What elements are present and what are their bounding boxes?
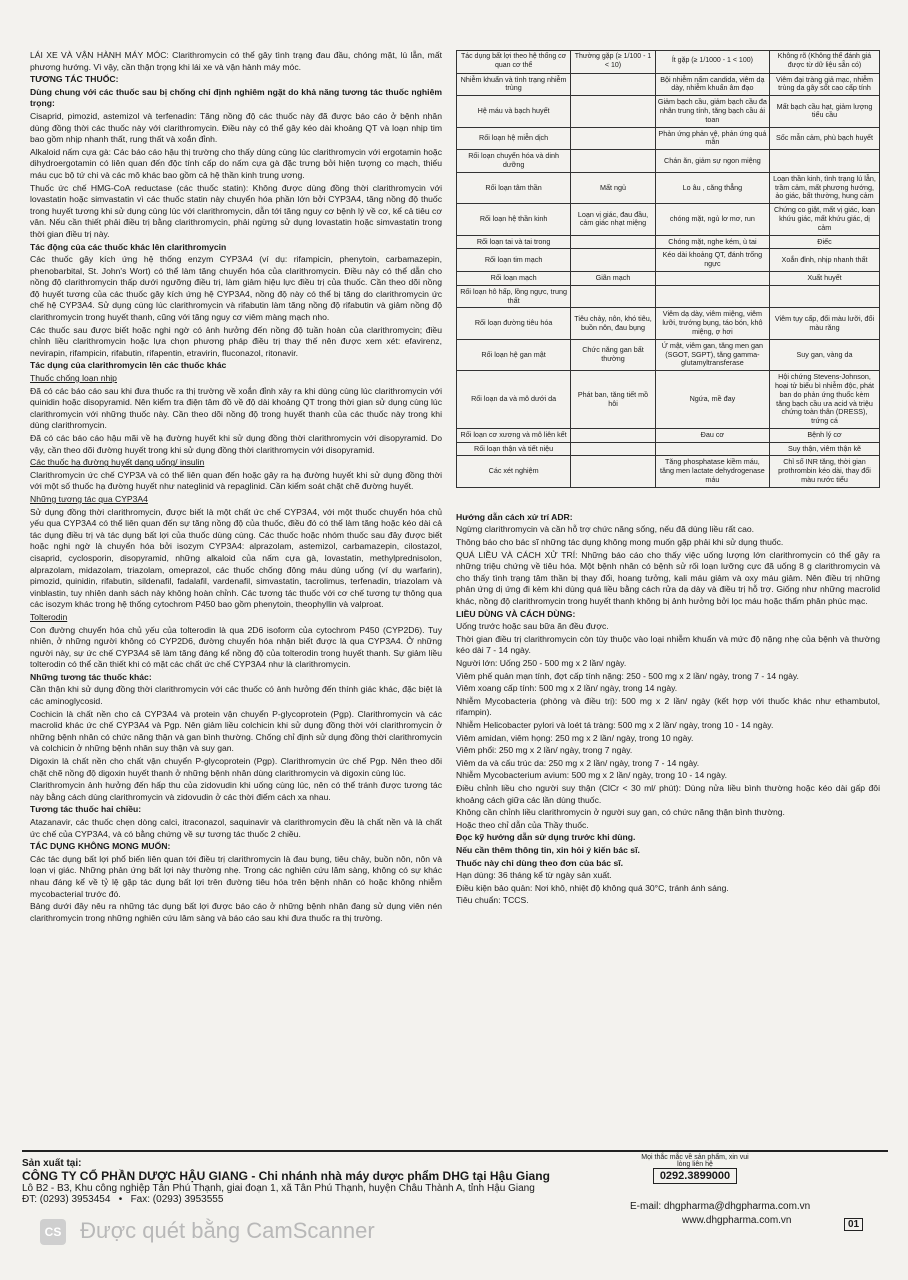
- organ-system-cell: Rối loạn hệ miễn dịch: [457, 127, 571, 150]
- table-row: [457, 172, 880, 203]
- table-cell: Tăng phosphatase kiềm máu, tăng men lactate dehydrogenase máu: [655, 456, 769, 487]
- paragraph: Những tương tác qua CYP3A4: [30, 493, 148, 504]
- table-cell: chóng mặt, ngủ lơ mơ, run: [655, 204, 769, 235]
- section-heading: Tương tác thuốc hai chiều:: [30, 804, 142, 815]
- table-cell: [571, 442, 656, 456]
- organ-system-cell: Rối loạn mạch: [457, 271, 571, 285]
- table-cell: Viêm đại tràng giả mạc, nhiễm trùng da gây sốt cao cấp tính: [770, 73, 880, 96]
- table-cell: [655, 271, 769, 285]
- table-cell: Giảm bạch cầu, giảm bạch cầu đa nhân trung tính, tăng bạch cầu ái toan: [655, 96, 769, 127]
- paragraph: Cisaprid, pimozid, astemizol và terfenadin: Tăng nồng độ các thuốc này đã được báo cáo ở bệnh nhân dùng đồng thời các thuốc này với clarithromycin. Điều này có thể gây kéo dài khoảng QT và loạn nhịp tim bao gồm nhịp nhanh thất, rung thất và xoắn đỉnh.: [30, 110, 442, 145]
- table-row: [457, 73, 880, 96]
- paragraph: Viêm phổi: 250 mg x 2 lần/ ngày, trong 7 ngày.: [456, 745, 633, 756]
- table-cell: Chức năng gan bất thường: [571, 339, 656, 370]
- table-cell: Viêm tụy cấp, đổi màu lưỡi, đổi màu răng: [770, 308, 880, 339]
- table-cell: Bội nhiễm nấm candida, viêm dạ dày, nhiễm khuẩn âm đạo: [655, 73, 769, 96]
- paragraph: Nhiễm Helicobacter pylori và loét tá tràng: 500 mg x 2 lần/ ngày, trong 10 - 14 ngày.: [456, 719, 774, 730]
- table-row: [457, 285, 880, 308]
- table-cell: Viêm dạ dày, viêm miệng, viêm lưỡi, trướng bụng, táo bón, khô miệng, ợ hơi: [655, 308, 769, 339]
- table-cell: [571, 96, 656, 127]
- paragraph: Cần thận khi sử dụng đồng thời clarithromycin với các thuốc có ảnh hưởng đến thính giác khác, đặc biệt là các aminoglycosid.: [30, 684, 442, 707]
- table-row: [457, 456, 880, 487]
- table-header-cell: Không rõ (Không thể đánh giá được từ dữ liệu sẵn có): [770, 51, 880, 74]
- table-cell: Xuất huyết: [770, 271, 880, 285]
- section-heading: Dùng chung với các thuốc sau bị chống chỉ định nghiêm ngặt do khả năng tương tác thuốc nghiêm trọng:: [30, 86, 442, 109]
- table-cell: Sốc mẫn cảm, phù bạch huyết: [770, 127, 880, 150]
- organ-system-cell: Nhiễm khuẩn và tình trạng nhiễm trùng: [457, 73, 571, 96]
- table-row: [457, 235, 880, 249]
- table-header-cell: Tác dụng bất lợi theo hệ thống cơ quan cơ thể: [457, 51, 571, 74]
- table-cell: [571, 285, 656, 308]
- table-cell: [571, 428, 656, 442]
- phone-fax: ĐT: (0293) 3953454 • Fax: (0293) 3953555: [22, 1194, 224, 1205]
- table-row: [457, 339, 880, 370]
- paragraph: Các thuốc gây kích ứng hệ thống enzym CYP3A4 (ví dụ: rifampicin, phenytoin, carbamazepin, phenobarbital, St. John's Wort) có thể làm tăng chuyển hóa của clarithromycin. Điều này có thể dẫn cho nồng độ clarithromycin thấp dưới ngưỡng điều trị, làm giảm hiệu lực điều trị của thuốc. Cần theo dõi nồng độ huyết tương của các thuốc gây kích ứng hệ CYP3A4, nồng độ này có thể bị tăng do clarithromycin ức chế hệ CYP3A4. Sử dụng cùng lúc clarithromycin và rifabutin làm tăng nồng độ rifabutin và giảm nồng độ clarithromycin trong huyết thanh, cũng với tăng nguy cơ viêm màng mạch nho.: [30, 254, 442, 323]
- organ-system-cell: Rối loạn chuyển hóa và dinh dưỡng: [457, 150, 571, 173]
- right-column: [456, 50, 880, 908]
- paragraph: Ngừng clarithromycin và cần hỗ trợ chức năng sống, nếu đã dùng liều rất cao.: [456, 524, 755, 535]
- table-cell: [571, 456, 656, 487]
- paragraph: Thuốc ức chế HMG-CoA reductase (các thuốc statin): Không được dùng đồng thời clarithromycin với lovastatin hoặc simvastatin vì các thuốc statin này chuyển hóa phần lớn bởi CYP3A4, tăng nồng độ thuốc trong huyết tương khi sử dụng cùng lúc với clarithromycin, dẫn tới tăng nguy cơ bệnh lý về cơ, kể cả tiêu cơ vân. Nếu cần thiết phải điều trị bằng clarithromycin, phải ngừng sử dụng lovastatin hoặc simvastatin trong thời gian điều trị này.: [30, 182, 442, 239]
- section-heading: LIỀU DÙNG VÀ CÁCH DÙNG:: [456, 608, 576, 619]
- paragraph: Không cần chỉnh liều clarithromycin ở người suy gan, có chức năng thận bình thường.: [456, 807, 785, 818]
- table-cell: Loạn vị giác, đau đầu, cảm giác nhạt miệng: [571, 204, 656, 235]
- table-row: [457, 96, 880, 127]
- table-row: [457, 127, 880, 150]
- table-cell: [571, 249, 656, 272]
- table-cell: [770, 285, 880, 308]
- section-heading: Những tương tác thuốc khác:: [30, 671, 152, 682]
- section-heading: Tác dụng của clarithromycin lên các thuốc khác: [30, 360, 227, 371]
- camscanner-watermark: [40, 1218, 375, 1245]
- paragraph: Nhiễm Mycobacteria (phòng và điều trị): 500 mg x 2 lần/ ngày (kết hợp với thuốc khác như ethambutol, rifampin).: [456, 695, 880, 718]
- section-heading: TÁC DỤNG KHÔNG MONG MUỐN:: [30, 841, 171, 852]
- paragraph: Uống trước hoặc sau bữa ăn đều được.: [456, 621, 609, 632]
- organ-system-cell: Rối loạn hệ gan mật: [457, 339, 571, 370]
- paragraph: Nhiễm Mycobacterium avium: 500 mg x 2 lần/ ngày, trong 10 - 14 ngày.: [456, 770, 727, 781]
- table-cell: Chán ăn, giảm sự ngon miệng: [655, 150, 769, 173]
- table-cell: Tiêu chảy, nôn, khó tiêu, buồn nôn, đau bụng: [571, 308, 656, 339]
- paragraph: Người lớn: Uống 250 - 500 mg x 2 lần/ ngày.: [456, 658, 627, 668]
- paragraph: Viêm xoang cấp tính: 500 mg x 2 lần/ ngày, trong 14 ngày.: [456, 683, 678, 694]
- organ-system-cell: Rối loạn tai và tai trong: [457, 235, 571, 249]
- organ-system-cell: Rối loạn hệ thần kinh: [457, 204, 571, 235]
- table-cell: Phát ban, tăng tiết mồ hôi: [571, 371, 656, 429]
- camscanner-logo-icon: CS: [40, 1219, 66, 1245]
- table-cell: Điếc: [770, 235, 880, 249]
- right-text: [456, 512, 880, 907]
- organ-system-cell: Rối loạn hô hấp, lồng ngực, trung thất: [457, 285, 571, 308]
- paragraph: Clarithromycin ức chế CYP3A và có thể liên quan đến hoặc gây ra hạ đường huyết khi sử dụng đồng thời với một số thuốc hạ đường huyết như nateglinid và repaglinid. Cần kiểm soát chặt chẽ đường huyết.: [30, 469, 442, 492]
- table-cell: Mất bạch cầu hạt, giảm lượng tiểu cầu: [770, 96, 880, 127]
- table-header-row: [457, 51, 880, 74]
- table-cell: [571, 235, 656, 249]
- table-cell: Ngứa, mề đay: [655, 371, 769, 429]
- website: www.dhgpharma.com.vn: [682, 1215, 792, 1226]
- table-row: [457, 271, 880, 285]
- table-cell: Đau cơ: [655, 428, 769, 442]
- paragraph: Đã có các báo cáo sau khi đưa thuốc ra thị trường về xoắn đỉnh xảy ra khi dùng cùng lúc clarithromycin với quinidin hoặc disopyramid. Nên kiểm tra điện tâm đồ về độ dài khoảng QT trong thời gian sử dụng cùng lúc clarithromycin với những thuốc này. Cần theo dõi nồng độ trong huyết thanh của các thuốc này trong khi dùng clarithromycin.: [30, 385, 442, 431]
- paragraph: Atazanavir, các thuốc chẹn dòng calci, itraconazol, saquinavir và clarithromycin đều là chất nền và là chất ức chế của CYP3A4, và có bằng chứng về sự tương tác thuốc 2 chiều.: [30, 817, 442, 839]
- section-heading: Tác động của các thuốc khác lên clarithromycin: [30, 241, 227, 252]
- table-cell: Xoắn đỉnh, nhịp nhanh thất: [770, 249, 880, 272]
- paragraph: Các tác dụng bất lợi phổ biến liên quan tới điều trị clarithromycin là đau bụng, tiêu chảy, buồn nôn, nôn và loạn vị giác. Những phản ứng bất lợi này thường nhẹ. Trong các nghiên cứu lâm sàng, không có sự khác nhau đáng kể về tỷ lệ gặp tác dụng bất lợi trên đường tiêu hóa trên bệnh nhân có hoặc không nhiễm mycobacterial trước đó.: [30, 853, 442, 899]
- company-name: CÔNG TY CỔ PHẦN DƯỢC HẬU GIANG - Chi nhánh nhà máy dược phẩm DHG tại Hậu Giang: [22, 1169, 550, 1183]
- contacts: [630, 1200, 810, 1228]
- organ-system-cell: Rối loạn cơ xương và mô liên kết: [457, 428, 571, 442]
- table-row: [457, 204, 880, 235]
- table-row: [457, 150, 880, 173]
- section-heading: TƯƠNG TÁC THUỐC:: [30, 74, 119, 85]
- table-cell: Hội chứng Stevens-Johnson, hoại tử biểu bì nhiễm độc, phát ban do phản ứng thuốc kèm tăng bạch cầu ưa acid và triệu chứng toàn thân (DRESS), trứng cá: [770, 371, 880, 429]
- email: E-mail: dhgpharma@dhgpharma.com.vn: [630, 1201, 811, 1212]
- table-cell: [571, 127, 656, 150]
- table-cell: [571, 150, 656, 173]
- organ-system-cell: Rối loạn da và mô dưới da: [457, 371, 571, 429]
- company-address: Lô B2 - B3, Khu công nghiệp Tân Phú Thạnh, giai đoạn 1, xã Tân Phú Thạnh, huyện Châu Thành A, tỉnh Hậu Giang: [22, 1183, 535, 1194]
- paragraph: Điều kiện bảo quản: Nơi khô, nhiệt độ không quá 30°C, tránh ánh sáng.: [456, 882, 729, 893]
- paragraph: Con đường chuyển hóa chủ yếu của tolterodin là qua 2D6 isoform của cytochrom P450 (CYP2D6). Tuy nhiên, ở những người không có CYP2D6, đường chuyển hóa nhận biết được là qua CYP3A4. Ở những người này, sự ức chế CYP3A4 sẽ làm tăng đáng kể nồng độ của tolterodin trong huyết thanh. Sự giảm liều tolterodin có thể cần thiết khi có mặt các chất ức chế CYP3A4 như là clarithromycin.: [30, 624, 442, 670]
- left-column: [30, 50, 442, 925]
- table-cell: [571, 73, 656, 96]
- section-heading: Thuốc này chỉ dùng theo đơn của bác sĩ.: [456, 857, 624, 868]
- table-cell: Chóng mặt, nghe kém, ù tai: [655, 235, 769, 249]
- table-cell: Mất ngủ: [571, 172, 656, 203]
- table-row: [457, 371, 880, 429]
- table-cell: Kéo dài khoảng QT, đánh trống ngực: [655, 249, 769, 272]
- paragraph: Alkaloid nấm cựa gà: Các báo cáo hậu thị trường cho thấy dùng cùng lúc clarithromycin với ergotamin hoặc dihydroergotamin có liên quan đến độc tính cấp do nấm cựa gà đặc trưng bởi hiện tượng co mạch, thiếu máu cục bộ tứ chi và các mô khác bao gồm cả hệ thần kinh trung ương.: [30, 146, 442, 180]
- paragraph: LÁI XE VÀ VẬN HÀNH MÁY MÓC: Clarithromycin có thể gây tình trạng đau đầu, chóng mặt, lú lẫn, mất phương hướng. Vì vậy, cần thận trọng khi lái xe và vận hành máy móc.: [30, 50, 442, 72]
- hotline-label: Mọi thắc mắc về sản phẩm, xin vui lòng liên hệ: [641, 1154, 749, 1168]
- paragraph: Cochicin là chất nền cho cả CYP3A4 và protein vận chuyển P-glycoprotein (Pgp). Clarithromycin và các macrolid khác ức chế CYP3A4 và Pgp. Nên giảm liều colchicin khi sử dụng đồng thời với clarithromycin ở những bệnh nhân có chức năng thận và gan bình thường. Chống chỉ định sử dụng đồng thời clarithromycin và colchicin ở những bệnh nhân suy thận và suy gan.: [30, 708, 442, 754]
- footer: [22, 1150, 888, 1205]
- organ-system-cell: Rối loạn tâm thần: [457, 172, 571, 203]
- table-cell: Suy gan, vàng da: [770, 339, 880, 370]
- paragraph: Thông báo cho bác sĩ những tác dụng không mong muốn gặp phải khi sử dụng thuốc.: [456, 537, 784, 548]
- organ-system-cell: Rối loạn thận và tiết niệu: [457, 442, 571, 456]
- paragraph: Viêm da và cấu trúc da: 250 mg x 2 lần/ ngày, trong 7 - 14 ngày.: [456, 757, 700, 768]
- hotline-box: [640, 1154, 750, 1184]
- fax: Fax: (0293) 3953555: [130, 1194, 224, 1205]
- organ-system-cell: Các xét nghiệm: [457, 456, 571, 487]
- table-cell: Giãn mạch: [571, 271, 656, 285]
- paragraph: Bảng dưới đây nêu ra những tác dụng bất lợi được báo cáo ở những bệnh nhân đang sử dụng viên nén clarithromycin trong những nghiên cứu lâm sàng và báo cáo sau khi đưa thuốc ra thị trường.: [30, 901, 442, 923]
- phone: ĐT: (0293) 3953454: [22, 1194, 111, 1205]
- made-label: Sản xuất tại:: [22, 1158, 82, 1169]
- table-cell: Chứng co giật, mất vị giác, loạn khứu giác, mất khứu giác, dị cảm: [770, 204, 880, 235]
- table-cell: [655, 442, 769, 456]
- organ-system-cell: Rối loạn đường tiêu hóa: [457, 308, 571, 339]
- paragraph: Viêm amidan, viêm họng: 250 mg x 2 lần/ ngày, trong 10 ngày.: [456, 732, 694, 743]
- paragraph: Tolterodin: [30, 611, 68, 622]
- paragraph: Các thuốc sau được biết hoặc nghi ngờ có ảnh hưởng đến nồng độ tuần hoàn của clarithromycin; điều chỉnh liều clarithromycin hoặc lựa chọn phương pháp điều trị thay thế nên được xem xét: efavirenz, nevirapin, rifampicin, rifabutin, rifapentin, etravirin, fluconazol, ritonavir.: [30, 324, 442, 358]
- table-cell: Suy thận, viêm thận kẽ: [770, 442, 880, 456]
- table-row: [457, 249, 880, 272]
- organ-system-cell: Rối loạn tim mạch: [457, 249, 571, 272]
- adverse-reactions-table: [456, 50, 880, 488]
- table-cell: Bệnh lý cơ: [770, 428, 880, 442]
- hotline-number: 0292.3899000: [653, 1168, 737, 1184]
- table-row: [457, 308, 880, 339]
- table-cell: Ứ mật, viêm gan, tăng men gan (SGOT, SGPT), tăng gamma-glutamyltransferase: [655, 339, 769, 370]
- table-cell: Loạn thần kinh, tình trạng lú lẫn, trầm cảm, mất phương hướng, ảo giác, bất thường, hung cảm: [770, 172, 880, 203]
- paragraph: Digoxin là chất nền cho chất vận chuyển P-glycoprotein (Pgp). Clarithromycin ức chế Pgp. Nên theo dõi chặt chẽ nồng độ digoxin huyết thanh ở những bệnh nhân dùng clarithromycin và digoxin cùng lúc.: [30, 756, 442, 778]
- table-cell: Chỉ số INR tăng, thời gian prothrombin kéo dài, thay đổi màu nước tiểu: [770, 456, 880, 487]
- section-heading: Hướng dẫn cách xử trí ADR:: [456, 511, 573, 522]
- paragraph: QUÁ LIỀU VÀ CÁCH XỬ TRÍ: Những báo cáo cho thấy việc uống lượng lớn clarithromycin có thể gây ra những triệu chứng về tiêu hóa. Một bệnh nhân có bệnh sử rối loạn lưỡng cực đã uống 8 g clarithromycin và cho thấy tình trạng tâm thần bị thay đổi, hoang tưởng, kali máu giảm và oxy máu giảm. Nên điều trị những phản ứng dị ứng đi kèm khi dùng quá liều bằng cách rửa dạ dày và điều trị hỗ trợ. Giống như những macrolid khác, nồng độ clarithromycin trong huyết thanh không bị ảnh hưởng bởi lọc máu hoặc thẩm phân phúc mạc.: [456, 549, 880, 607]
- paragraph: Tiêu chuẩn: TCCS.: [456, 895, 529, 906]
- section-heading: Đọc kỹ hướng dẫn sử dụng trước khi dùng.: [456, 832, 636, 843]
- paragraph: Viêm phế quản mạn tính, đợt cấp tính nặng: 250 - 500 mg x 2 lần/ ngày, trong 7 - 14 ngày.: [456, 670, 799, 681]
- paragraph: Điều chỉnh liều cho người suy thận (ClCr < 30 ml/ phút): Dùng nửa liều bình thường hoặc kéo dài gấp đôi khoảng cách giữa các lần dùng thuốc.: [456, 782, 880, 805]
- paragraph: Thời gian điều trị clarithromycin còn tùy thuộc vào loại nhiễm khuẩn và mức độ nặng nhẹ của bệnh và thường kéo dài 7 - 14 ngày.: [456, 633, 880, 656]
- organ-system-cell: Hệ máu và bạch huyết: [457, 96, 571, 127]
- table-cell: [770, 150, 880, 173]
- watermark-text: Được quét bằng CamScanner: [80, 1218, 375, 1243]
- paragraph: Clarithromycin ảnh hưởng đến hấp thu của zidovudin khi uống cùng lúc, nên có thể tránh được tương tác này bằng cách dùng clarithromycin và zidovudin ở các thời điểm cách xa nhau.: [30, 780, 442, 802]
- paragraph: Thuốc chống loạn nhịp: [30, 373, 117, 384]
- table-cell: Lo âu , căng thẳng: [655, 172, 769, 203]
- table-row: [457, 442, 880, 456]
- paragraph: Hoặc theo chỉ dẫn của Thầy thuốc.: [456, 819, 589, 830]
- table-header-cell: Thường gặp (≥ 1/100 - 1 < 10): [571, 51, 656, 74]
- table-row: [457, 428, 880, 442]
- page-number: 01: [844, 1218, 863, 1231]
- paragraph: Sử dụng đồng thời clarithromycin, được biết là một chất ức chế CYP3A4, với một thuốc chuyển hóa chủ yếu qua CYP3A4 có thể liên quan đến sự tăng nồng độ của thuốc, điều đó có thể làm tăng hoặc kéo dài cả tác dụng điều trị và tác dụng bất lợi của thuốc dùng cùng. Các thuốc hoặc nhóm thuốc sau đây được biết hoặc nghi ngờ là chuyển hóa bởi isozym CYP3A4: alprazolam, astemizol, carbamazepin, cilostazol, cisaprid, cyclosporin, disopyramid, những alkaloid của nấm cựa gà, lovastatin, methylprednisolon, alprazolam, midazolam, triazolam, omeprazol, các thuốc chống đông máu dùng uống (ví dụ warfarin), pimozid, quinidin, rifabutin, sildenafil, fadalafil, vardenafil, simvastatin, tacrolimus, terfenadin, triazolam và vinblastin, tuy nhiên danh sách này không hoàn chỉnh. Các tương tác thuốc với cơ chế tương tự thông qua các isozym khác trong hệ thống cytochrom P450 bao gồm phenytoin, theophyllin và valproat.: [30, 506, 442, 610]
- table-cell: [655, 285, 769, 308]
- table-header-cell: Ít gặp (≥ 1/1000 - 1 < 100): [655, 51, 769, 74]
- section-heading: Nếu cần thêm thông tin, xin hỏi ý kiến bác sĩ.: [456, 844, 640, 855]
- table-cell: Phản ứng phản vệ, phản ứng quá mẫn: [655, 127, 769, 150]
- paragraph: Đã có các báo cáo hậu mãi về hạ đường huyết khi sử dụng đồng thời clarithromycin với disopyramid. Do vậy, cần theo dõi đường huyết trong khi sử dụng đồng thời clarithromycin với disopyramid.: [30, 433, 442, 455]
- paragraph: Các thuốc hạ đường huyết dạng uống/ insulin: [30, 457, 205, 468]
- paragraph: Hạn dùng: 36 tháng kể từ ngày sản xuất.: [456, 870, 612, 881]
